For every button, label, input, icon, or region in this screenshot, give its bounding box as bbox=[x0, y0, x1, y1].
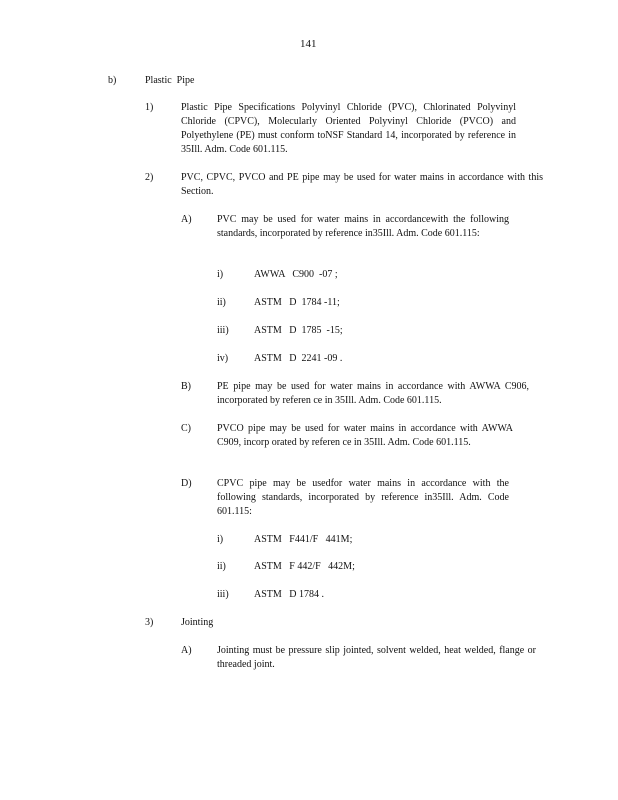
subitem-marker-2a: A) bbox=[181, 214, 192, 225]
list-text-2a-i: AWWA C900 -07 ; bbox=[254, 269, 338, 280]
subitem-text-2c: PVCO pipe may be used for water mains in accordance with AWWA C909, incorp orated by referen ce in 35Ill. Adm. Code 601.115. bbox=[217, 423, 513, 448]
list-marker-2a-iv: iv) bbox=[217, 353, 229, 364]
list-marker-2a-iii: iii) bbox=[217, 325, 229, 336]
list-marker-2d-ii: ii) bbox=[217, 561, 226, 572]
item-text-2: PVC, CPVC, PVCO and PE pipe may be used for water mains in accordance with this Section. bbox=[181, 172, 543, 197]
item-text-3: Jointing bbox=[181, 617, 214, 628]
subitem-marker-3a: A) bbox=[181, 645, 192, 656]
list-marker-2d-iii: iii) bbox=[217, 589, 229, 600]
list-text-2d-ii: ASTM F 442/F 442M; bbox=[254, 561, 355, 572]
list-marker-2a-ii: ii) bbox=[217, 297, 226, 308]
item-text-1: Plastic Pipe Specifications Polyvinyl Chloride (PVC), Chlorinated Polyvinyl Chloride (CPVC), Molecularly Oriented Polyvinyl Chloride (PVCO) and Polyethylene (PE) must conform toNSF Standard 14, incorporated by reference in 35Ill. Adm. Code 601.115. bbox=[181, 102, 516, 155]
subitem-text-3a: Jointing must be pressure slip jointed, solvent welded, heat welded, flange or threaded joint. bbox=[217, 645, 536, 670]
item-marker-2: 2) bbox=[145, 172, 154, 183]
page-number: 141 bbox=[300, 38, 317, 50]
list-text-2d-iii: ASTM D 1784 . bbox=[254, 589, 325, 600]
subitem-marker-2d: D) bbox=[181, 478, 192, 489]
list-text-2d-i: ASTM F441/F 441M; bbox=[254, 534, 353, 545]
subitem-text-2b: PE pipe may be used for water mains in accordance with AWWA C906, incorporated by referen ce in 35Ill. Adm. Code 601.115. bbox=[217, 381, 529, 406]
list-marker-2d-i: i) bbox=[217, 534, 224, 545]
section-marker: b) bbox=[108, 75, 117, 86]
item-marker-1: 1) bbox=[145, 102, 154, 113]
subitem-marker-2b: B) bbox=[181, 381, 191, 392]
list-text-2a-ii: ASTM D 1784 -11; bbox=[254, 297, 340, 308]
item-marker-3: 3) bbox=[145, 617, 154, 628]
subitem-text-2d: CPVC pipe may be usedfor water mains in accordance with the following standards, incorporated by reference in35Ill. Adm. Code 601.115: bbox=[217, 478, 509, 517]
section-title: Plastic Pipe bbox=[145, 75, 195, 86]
subitem-marker-2c: C) bbox=[181, 423, 191, 434]
subitem-text-2a: PVC may be used for water mains in accordancewith the following standards, incorporated by reference in35Ill. Adm. Code 601.115: bbox=[217, 214, 509, 239]
list-text-2a-iii: ASTM D 1785 -15; bbox=[254, 325, 343, 336]
list-marker-2a-i: i) bbox=[217, 269, 224, 280]
list-text-2a-iv: ASTM D 2241 -09 . bbox=[254, 353, 343, 364]
